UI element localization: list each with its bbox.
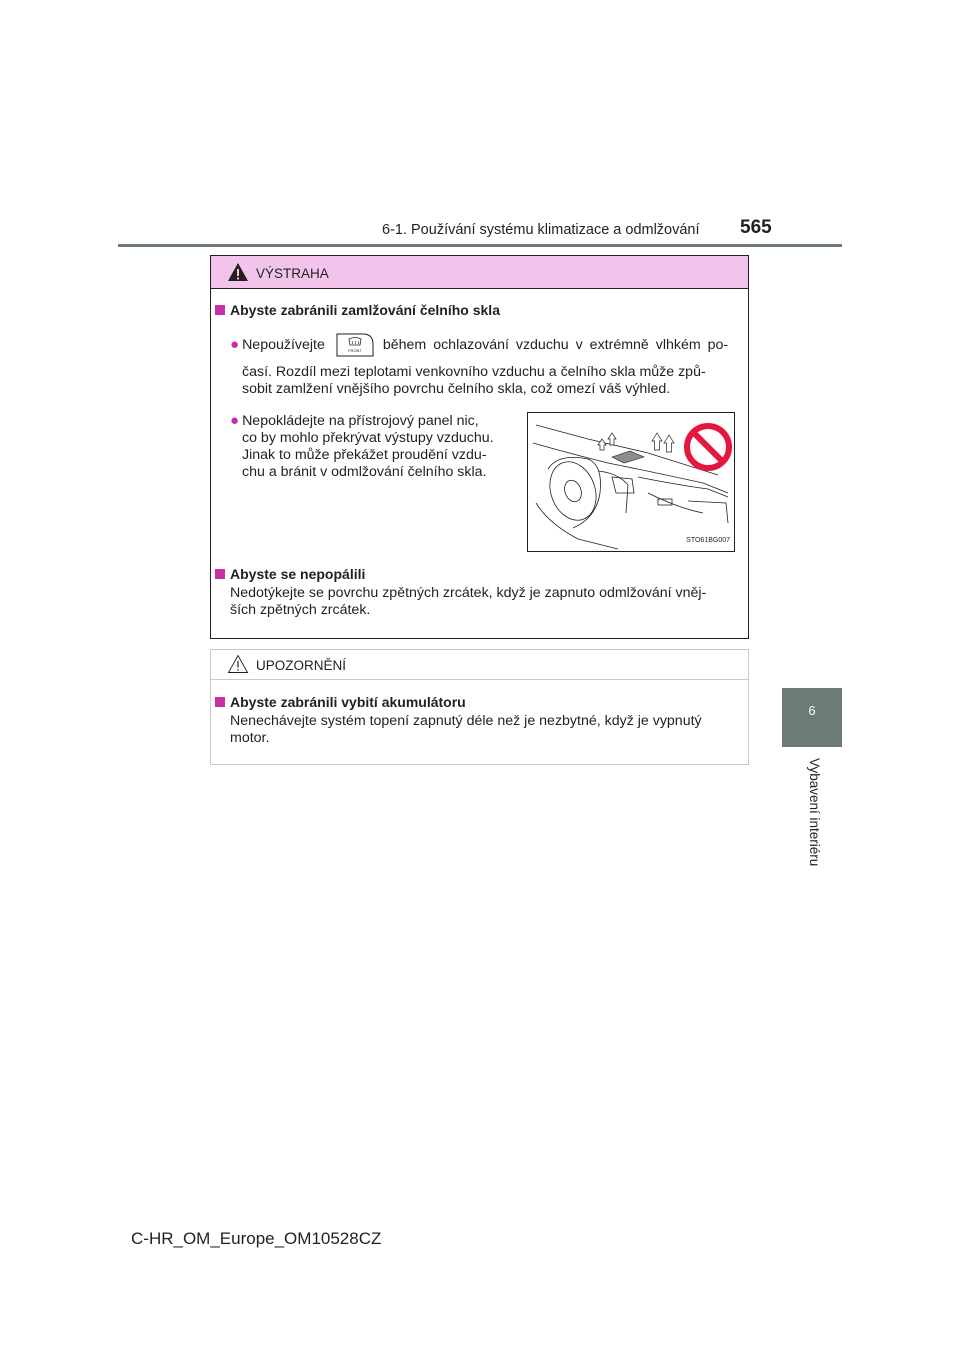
bullet-dot-icon: ● [230, 412, 240, 429]
bullet2-line4: chu a bránit v odmlžování čelního skla. [242, 464, 487, 480]
bullet1-text-after: během ochlazování vzduchu v extrémně vlhkém po- [382, 337, 729, 353]
bullet2-line1: Nepokládejte na přístrojový panel nic, [242, 413, 479, 429]
bullet2-line3: Jinak to může překážet proudění vzdu- [242, 447, 487, 463]
section-heading-text: Abyste zabránili vybití akumulátoru [230, 694, 466, 710]
bullet1-line2: časí. Rozdíl mezi teplotami venkovního vzduchu a čelního skla může způ- [242, 364, 706, 380]
warning-triangle-icon [227, 262, 249, 282]
caution-triangle-icon [227, 654, 249, 674]
bullet-dot-icon: ● [230, 336, 240, 353]
warning-bullet-2 [230, 412, 520, 481]
section-heading-text: Abyste se nepopálili [230, 566, 366, 582]
caution-box [210, 649, 749, 765]
bullet1-line3: sobit zamlžení vnějšího povrchu čelního skla, což omezí váš výhled. [242, 381, 671, 397]
section-heading-text: Abyste zabránili zamlžování čelního skla [230, 302, 500, 318]
bullet1-text-before: Nepoužívejte [242, 337, 325, 353]
section-square-icon [215, 569, 225, 579]
warning-bullet-1 [230, 332, 744, 398]
caution-line1: Nenechávejte systém topení zapnutý déle než je nezbytné, když je vypnutý [230, 713, 702, 729]
bullet2-line2: co by mohlo překrývat výstupy vzduchu. [242, 430, 494, 446]
illustration-code: STO61BG007 [686, 537, 730, 544]
caution-box-header [211, 650, 748, 680]
header-section-title: 6-1. Používání systému klimatizace a odmlžování [382, 222, 700, 238]
warning-box-header [211, 256, 748, 289]
section-square-icon [215, 697, 225, 707]
caution-section-heading [215, 694, 466, 711]
caution-line2: motor. [230, 730, 270, 746]
caution-title: UPOZORNĚNÍ [256, 658, 347, 673]
front-button-label: FRONT [347, 348, 362, 354]
warning-section-heading-windshield [215, 302, 500, 319]
chapter-number: 6 [808, 703, 816, 718]
front-defogger-button-icon [333, 332, 375, 358]
section-square-icon [215, 305, 225, 315]
page-number: 565 [740, 217, 772, 238]
warning-box [210, 255, 749, 639]
chapter-label: Vybavení interiéru [807, 758, 822, 867]
dashboard-drawing [528, 413, 734, 551]
warning-title: VÝSTRAHA [256, 266, 329, 281]
warning-section2-body [230, 585, 744, 619]
warning-section-heading-burns [215, 566, 365, 583]
footer-doc-code: C-HR_OM_Europe_OM10528CZ [131, 1229, 382, 1248]
section2-line1: Nedotýkejte se povrchu zpětných zrcátek, když je zapnuto odmlžování vněj- [230, 585, 707, 601]
caution-body [230, 713, 744, 747]
chapter-tab [782, 688, 842, 747]
dashboard-illustration [527, 412, 735, 552]
header-rule [118, 244, 842, 247]
section2-line2: ších zpětných zrcátek. [230, 602, 371, 618]
